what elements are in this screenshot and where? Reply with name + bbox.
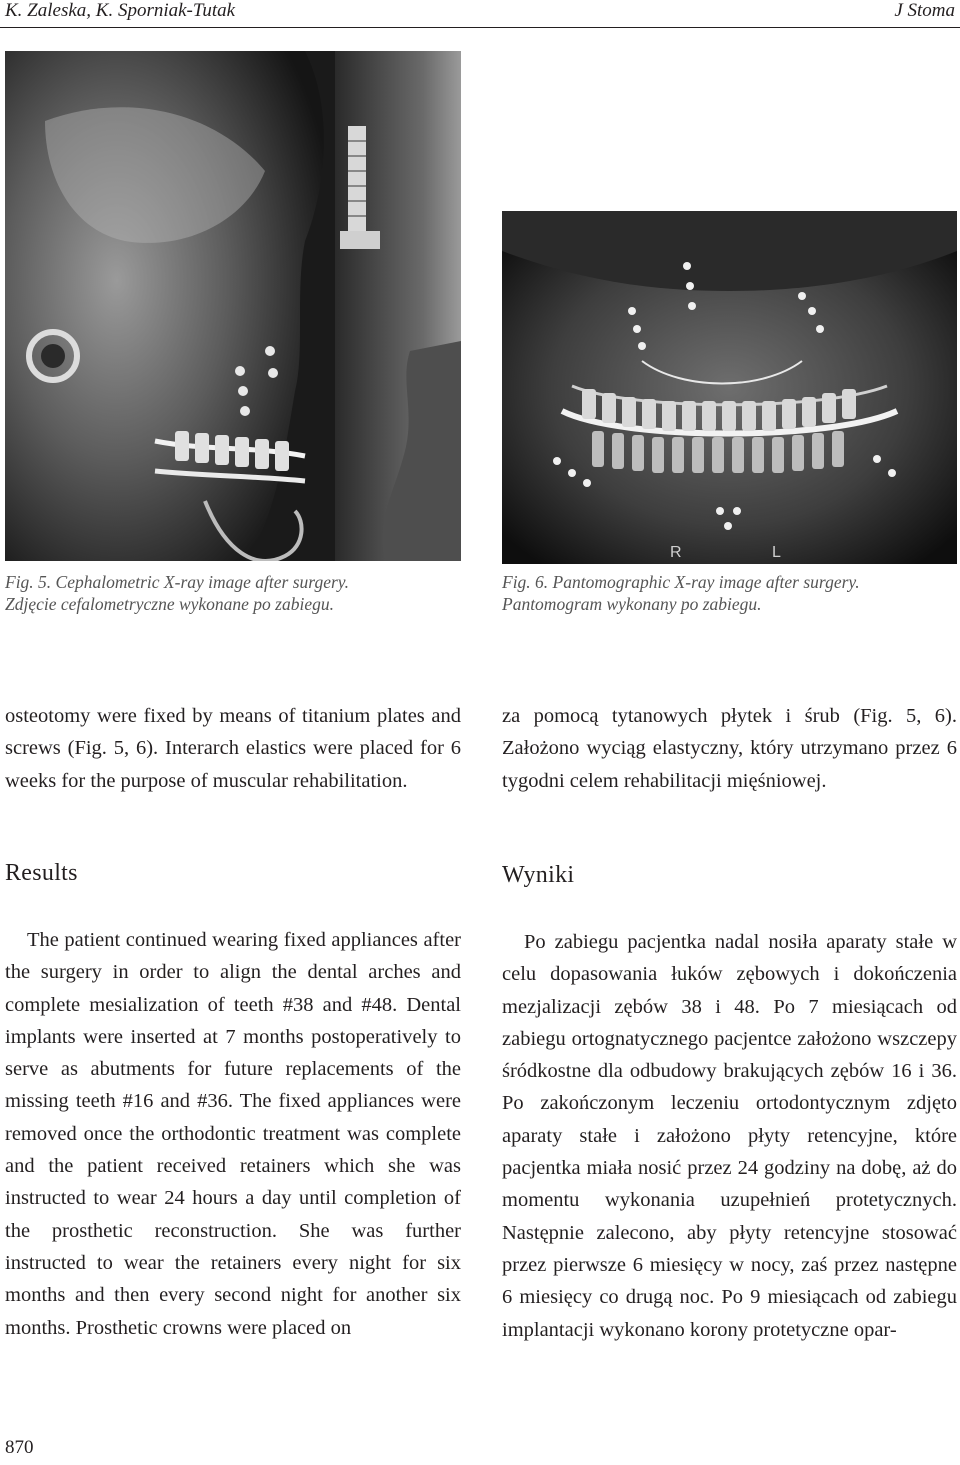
figure-6-caption-pl: Pantomogram wykonany po zabiegu. [502, 594, 762, 614]
figure-5-caption-en: Fig. 5. Cephalometric X-ray image after surgery. [5, 572, 349, 592]
wyniki-heading: Wyniki [502, 862, 575, 888]
results-heading: Results [5, 860, 78, 886]
header-authors: K. Zaleska, K. Sporniak-Tutak [5, 0, 236, 21]
figure-5-caption [5, 571, 475, 615]
left-side-marker: L [772, 544, 781, 561]
pantomographic-xray-image [502, 211, 957, 564]
cephalometric-xray-image [5, 51, 461, 561]
figure-6-caption-en: Fig. 6. Pantomographic X-ray image after surgery. [502, 572, 860, 592]
page-number: 870 [5, 1437, 34, 1458]
right-intro-paragraph: za pomocą tytanowych płytek i śrub (Fig. 5, 6). Założono wyciąg elastyczny, który utrzymano przez 6 tygodni celem rehabilitacji mięśniowej. [502, 705, 957, 792]
running-header [5, 0, 955, 22]
figure-5-caption-pl: Zdjęcie cefalometryczne wykonane po zabiegu. [5, 594, 334, 614]
figure-6-caption [502, 571, 957, 615]
left-intro-paragraph: osteotomy were fixed by means of titanium plates and screws (Fig. 5, 6). Interarch elastics were placed for 6 weeks for the purpose of muscular rehabilitation. [5, 705, 461, 792]
header-divider [0, 27, 960, 28]
header-journal: J Stoma [894, 0, 955, 21]
right-side-marker: R [670, 544, 682, 561]
wyniki-body-paragraph: Po zabiegu pacjentka nadal nosiła aparaty stałe w celu dopasowania łuków zębowych i dokończenia mezjalizacji zębów 38 i 48. Po 7 miesiącach od zabiegu ortognatycznego pacjentce założono wszczepy śródkostne dla odbudowy brakujących zębów 16 i 36. Po zakończonym leczeniu ortodontycznym zdjęto aparaty stałe i założono płyty retencyjne, które pacjentka miała nosić przez 24 godziny na dobę, aż do momentu wykonania uzupełnień protetycznych. Następnie zalecono, aby płyty retencyjne stosować przez pierwsze 6 miesięcy w nocy, zaś przez następne 6 miesięcy co drugą noc. Po 9 miesiącach od zabiegu implantacji wykonano korony protetyczne opar- [502, 931, 957, 1341]
results-body-paragraph: The patient continued wearing fixed appliances after the surgery in order to align the dental arches and complete mesialization of teeth #38 and #48. Dental implants were inserted at 7 months postoperatively to serve as abutments for future replacements of the missing teeth #16 and #36. The fixed appliances were removed once the orthodontic treatment was complete and the patient received retainers which she was instructed to wear 24 hours a day until completion of the prosthetic reconstruction. She was further instructed to wear the retainers every night for six months and then every second night for another six months. Prosthetic crowns were placed on [5, 929, 461, 1339]
